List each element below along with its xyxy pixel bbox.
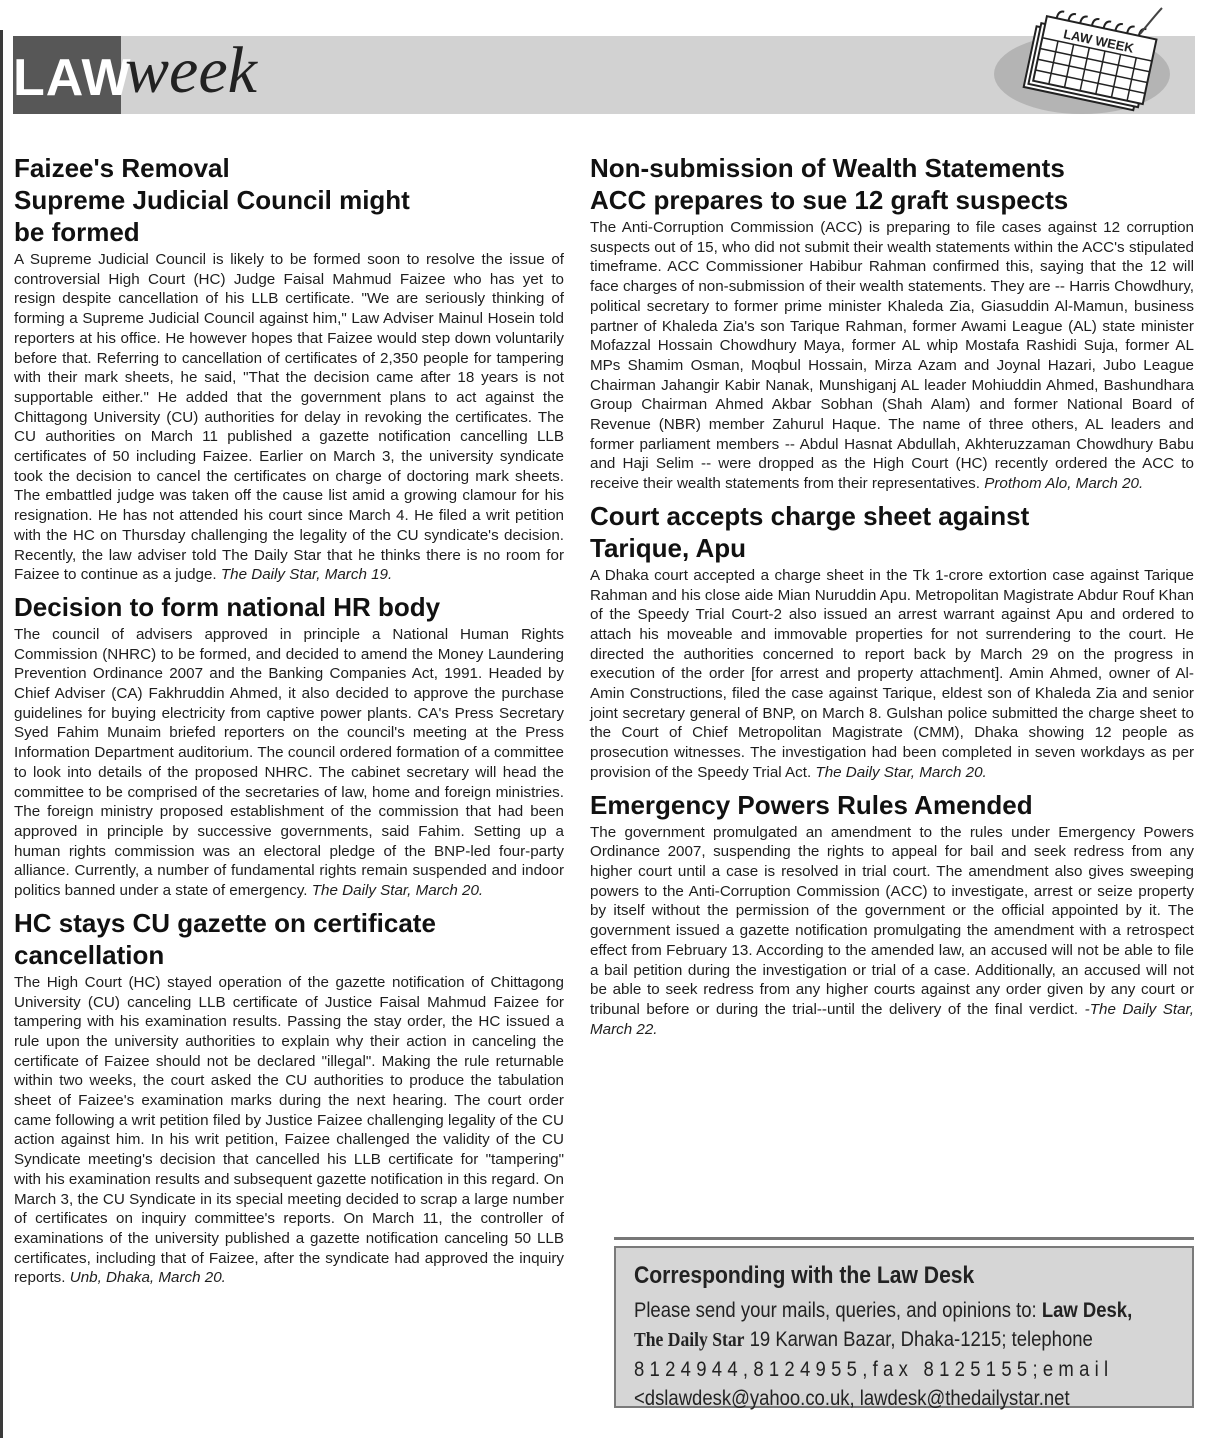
contact-line-1: Please send your mails, queries, and opinions to: Law Desk,: [634, 1299, 1133, 1322]
article-source: Unb, Dhaka, March 20.: [69, 1269, 226, 1287]
article-source: The Daily Star, March 19.: [220, 566, 393, 584]
contact-line-2: The Daily Star 19 Karwan Bazar, Dhaka-1215; telephone: [634, 1328, 1093, 1351]
contact-line-3: 8124944,8124955,fax 8125155;email: [634, 1358, 1114, 1381]
article-body: The council of advisers approved in principle a National Human Rights Commission (NHRC) to be formed, and decided to amend the Money Laundering Prevention Ordinance 2007 and the Banking Companies Act, 1991. Headed by Chief Adviser (CA) Fakhruddin Ahmed, it also decided to approve the purchase guidelines for buying electricity from captive power plants. CA's Press Secretary Syed Fahim Munaim briefed reporters on the council's meeting at the Press Information Department auditorium. The council ordered formation of a committee to look into details of the proposed NHRC. The cabinet secretary will head the committee to be comprised of the secretaries of law, home and foreign ministries. The foreign ministry proposed establishment of the commission that had been approved in principle by successive governments, said Fahim. Setting up a human rights commission was an electoral pledge of the BNP-led four-party alliance. Currently, a number of fundamental rights remain suspended and indoor politics banned under a state of emergency. The Daily Star, March 20.: [14, 625, 564, 900]
article-national-hr-body: [14, 591, 564, 901]
article-acc-wealth-statements: [590, 152, 1194, 494]
article-source: The Daily Star, March 20.: [815, 763, 987, 781]
article-faizee-removal: [14, 152, 564, 585]
article-headline: HC stays CU gazette on certificate cancellation: [14, 907, 436, 970]
law-desk-contact-box: [614, 1237, 1194, 1408]
article-headline: Faizee's Removal Supreme Judicial Council might be formed: [14, 153, 410, 247]
daily-star-masthead: The Daily Star: [634, 1329, 745, 1351]
left-column: [14, 152, 564, 1294]
article-headline: Non-submission of Wealth Statements ACC prepares to sue 12 graft suspects: [590, 153, 1069, 215]
article-source: Prothom Alo, March 20.: [984, 475, 1144, 493]
article-emergency-powers-rules: [590, 789, 1194, 1040]
article-hc-stays-cu-gazette: [14, 907, 564, 1288]
contact-box-title: Corresponding with the Law Desk: [634, 1262, 975, 1289]
left-column-rule: [0, 30, 3, 1438]
logo-law: LAW: [13, 49, 132, 107]
article-headline: Court accepts charge sheet against Tarique, Apu: [590, 500, 1030, 563]
article-charge-sheet-tarique: [590, 500, 1194, 783]
article-source: -The Daily Star, March 22.: [590, 1000, 1194, 1038]
contact-box-rule: [614, 1237, 1194, 1240]
article-body: The government promulgated an amendment to the rules under Emergency Powers Ordinance 2007, suspending the rights to appeal for bail and seek redress from any higher court until a case is resolved in trial court. The amendment also gives sweeping powers to the Anti-Corruption Commission (ACC) to investigate, arrest or seize property by itself without the permission of the government or the official appointed by it. The government issued a gazette notification promulgating the amendment with a retrospect effect from February 13. According to the amended law, an accused will not be able to file a bail petition during the investigation or trial of a case. Additionally, an accused will not be able to seek redress from any higher courts against any order given by any court or tribunal before or during the trial--until the delivery of the final verdict. -The Daily Star, March 22.: [590, 823, 1194, 1038]
article-body: A Dhaka court accepted a charge sheet in the Tk 1-crore extortion case against Tarique Rahman and his close aide Mian Nuruddin Apu. Metropolitan Magistrate Abdur Rouf Khan of the Speedy Trial Court-2 also issued an arrest warrant against Apu and ordered to attach his moveable and immovable properties for not surrendering to the court. He directed the authorities concerned to report back by March 29 on the progress in execution of the order [for arrest and property attachment]. Amin Ahmed, owner of Al-Amin Constructions, filed the case against Tarique, eldest son of Khaleda Zia and senior joint secretary general of BNP, on March 8. Gulshan police submitted the charge sheet to the Court of Chief Metropolitan Magistrate (CMM), Dhaka showing 12 people as prosecution witnesses. The investigation had been completed in seven workdays as per provision of the Speedy Trial Act. The Daily Star, March 20.: [590, 566, 1194, 781]
article-body: The Anti-Corruption Commission (ACC) is preparing to file cases against 12 corruption suspects out of 15, who did not submit their wealth statements within the ACC's stipulated timeframe. ACC Commissioner Habibur Rahman confirmed this, saying that the 12 will face charges of non-submission of their wealth statements. They are -- Harris Chowdhury, political secretary to former prime minister Khaleda Zia, Giasuddin Al-Mamun, business partner of Khaleda Zia's son Tarique Rahman, former Awami League (AL) state minister Mofazzal Hossain Chowdhury Maya, former AL whip Mostafa Rashidi Suja, former AL MPs Shamim Osman, Moqbul Hossain, Mirza Azam and Joynal Hazari, Jubo League Chairman Jahangir Kabir Nanak, Munshiganj AL leader Mohiuddin Ahmed, Bashundhara Group Chairman Ahmed Akbar Sobhan (Shah Alam) and former National Board of Revenue (NBR) member Zahurul Haque. The name of three others, AL leaders and former parliament members -- Abdul Hasnat Abdullah, Akhteruzzaman Chowdhury Babu and Haji Selim -- were dropped as the High Court (HC) recently ordered the ACC to receive their wealth statements from their representatives. Prothom Alo, March 20.: [590, 219, 1194, 493]
calendar-label: LAW WEEK: [1062, 26, 1136, 56]
article-body: The High Court (HC) stayed operation of the gazette notification of Chittagong University (CU) canceling LLB certificate of Justice Faisal Mahmud Faizee for tampering with his examination results. Passing the stay order, the HC issued a rule upon the university authorities to explain why their action in canceling the certificate of Faizee should not be declared "illegal". Making the rule returnable within two weeks, the court asked the CU authorities to produce the tabulation sheet of Faizee's examination marks during the next hearing. The court order came following a writ petition filed by Justice Faizee challenging legality of the CU action against him. In his writ petition, Faizee challenged the validity of the CU Syndicate meeting's decision that cancelled his LLB certificate for "tampering" with his examination results and subsequent gazette notification in this regard. On March 3, the CU Syndicate in its special meeting decided to scrap a large number of certificates on inquiry committee's reports. On March 11, the controller of examinations of the university published a gazette notification canceling 50 LLB certificates, including that of Faizee, after the syndicate had approved the inquiry reports. Unb, Dhaka, March 20.: [14, 973, 564, 1287]
contact-email-line[interactable]: <dslawdesk@yahoo.co.uk, lawdesk@thedailystar.net: [634, 1387, 1070, 1410]
article-source: The Daily Star, March 20.: [311, 882, 484, 900]
article-body: A Supreme Judicial Council is likely to be formed soon to resolve the issue of controversial High Court (HC) Judge Faisal Mahmud Faizee who has yet to resign despite cancellation of his LLB certificate. "We are seriously thinking of forming a Supreme Judicial Council against him," Law Adviser Mainul Hosein told reporters at his office. He however hopes that Faizee would step down voluntarily before that. Referring to cancellation of certificates of 2,350 people for tampering with their mark sheets, he said, "That the decision came after 18 years is not supportable either." He added that the government plans to act against the Chittagong University (CU) authorities for delay in revoking the certificates. The CU authorities on March 11 published a gazette notification cancelling LLB certificates of 50 including Faizee. Earlier on March 3, the university syndicate took the decision to cancel the certificates on charge of doctoring mark sheets. The embattled judge was taken off the cause list amid a growing clamour for his resignation. He has not attended his court since March 4. He filed a writ petition with the HC on Thursday challenging the legality of the CU syndicate's decision. Recently, the law adviser told The Daily Star that he thinks there is no room for Faizee to continue as a judge. The Daily Star, March 19.: [14, 251, 564, 584]
law-week-calendar-icon: [990, 4, 1170, 114]
logo-week: week: [125, 34, 257, 107]
article-headline: Emergency Powers Rules Amended: [590, 789, 1033, 820]
article-headline: Decision to form national HR body: [14, 591, 441, 622]
right-column: [590, 152, 1194, 1045]
contact-box-panel: [614, 1246, 1194, 1408]
